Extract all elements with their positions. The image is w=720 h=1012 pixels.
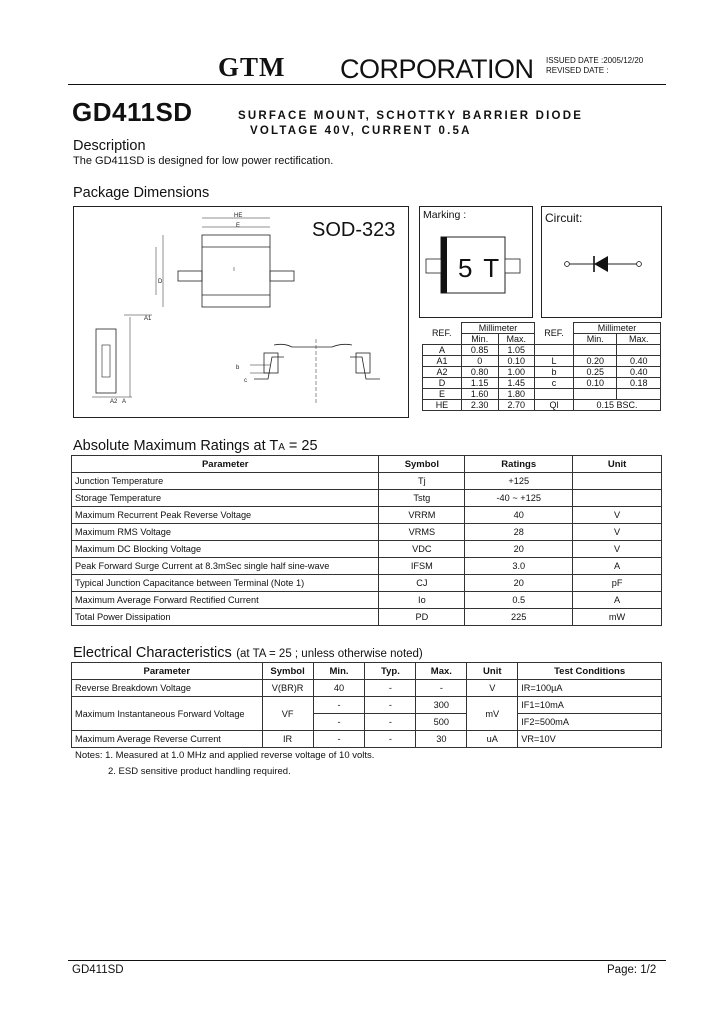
table-row [72, 558, 662, 575]
dim-max: 1.45 [498, 378, 535, 389]
issued-date-value: :2005/12/20 [600, 56, 644, 65]
part-number: GD411SD [72, 97, 193, 127]
col-ratings: Ratings [465, 456, 573, 473]
table-row [72, 524, 662, 541]
marking-label: Marking : [423, 209, 467, 221]
dim-label-e: E [236, 223, 241, 229]
rating-cell: 3.0 [465, 558, 573, 575]
dim-row [423, 367, 661, 378]
col-unit: Unit [573, 456, 662, 473]
dim-ref-2 [535, 389, 574, 400]
company-logo: GTM [218, 52, 286, 82]
dim-row [423, 356, 661, 367]
dim-row [423, 345, 661, 356]
dim-ref: A2 [423, 367, 462, 378]
unit-cell [573, 473, 662, 490]
param-cell: Typical Junction Capacitance between Terminal (Note 1) [72, 575, 379, 592]
param-cell: Maximum Instantaneous Forward Voltage [72, 697, 263, 731]
col-unit: Unit [467, 663, 518, 680]
dim-max: 1.80 [498, 389, 535, 400]
table-row [72, 697, 662, 714]
unit-cell: V [573, 507, 662, 524]
footer-part-number: GD411SD [72, 964, 124, 976]
description-text: The GD411SD is designed for low power rectification. [73, 155, 334, 167]
min-cell: - [313, 697, 365, 714]
symbol-cell: VRRM [379, 507, 465, 524]
abs-max-heading [73, 438, 318, 454]
footer-page-number: Page: 1/2 [607, 964, 657, 976]
dim-min: 0.80 [461, 367, 498, 378]
symbol-cell: PD [379, 609, 465, 626]
marking-text: 5 T [458, 253, 502, 283]
dim-label-b: b [236, 365, 240, 371]
unit-cell: uA [467, 731, 518, 748]
rating-cell: 225 [465, 609, 573, 626]
dim-max: 0.10 [498, 356, 535, 367]
subtitle-line-2: VOLTAGE 40V, CURRENT 0.5A [250, 125, 472, 137]
param-cell: Maximum RMS Voltage [72, 524, 379, 541]
min-cell: - [313, 731, 365, 748]
elec-heading-note: (at TA = 25 ; unless otherwise noted) [236, 648, 423, 660]
dim-max-2: 0.40 [617, 356, 661, 367]
rating-cell: 20 [465, 575, 573, 592]
col-max: Max. [416, 663, 467, 680]
table-row [72, 592, 662, 609]
rating-cell: 40 [465, 507, 573, 524]
dim-ref: E [423, 389, 462, 400]
table-row [72, 490, 662, 507]
package-heading: Package Dimensions [73, 185, 210, 201]
package-name: SOD-323 [312, 219, 396, 241]
unit-cell [573, 490, 662, 507]
dim-ref-header-2: REF. [544, 328, 564, 339]
table-row [72, 507, 662, 524]
param-cell: Maximum Average Reverse Current [72, 731, 263, 748]
dimension-table [422, 322, 661, 411]
col-parameter: Parameter [72, 663, 263, 680]
diode-symbol-icon [542, 207, 661, 317]
dim-ref-2 [535, 345, 574, 356]
rating-cell: 20 [465, 541, 573, 558]
condition-cell: VR=10V [518, 731, 662, 748]
unit-cell: A [573, 592, 662, 609]
dim-min-2: 0.20 [574, 356, 617, 367]
col-test-conditions: Test Conditions [518, 663, 662, 680]
typ-cell: - [365, 680, 416, 697]
symbol-cell: V(BR)R [262, 680, 313, 697]
issued-date-label: ISSUED DATE [546, 56, 599, 65]
dim-ref: D [423, 378, 462, 389]
dim-ref: A1 [423, 356, 462, 367]
dim-min-2: 0.25 [574, 367, 617, 378]
dim-max: 1.05 [498, 345, 535, 356]
unit-cell: mW [573, 609, 662, 626]
dim-ref: A [423, 345, 462, 356]
col-parameter: Parameter [72, 456, 379, 473]
dim-row [423, 378, 661, 389]
dim-min-2: 0.10 [574, 378, 617, 389]
subtitle [238, 109, 583, 139]
symbol-cell: CJ [379, 575, 465, 592]
dim-min-header: Min. [461, 334, 498, 345]
param-cell: Junction Temperature [72, 473, 379, 490]
unit-cell: A [573, 558, 662, 575]
dim-label-a2: A2 [110, 399, 118, 405]
dim-ref: HE [423, 400, 462, 411]
dim-max-2 [617, 345, 661, 356]
table-row [72, 609, 662, 626]
max-cell: - [416, 680, 467, 697]
dim-ref-2: c [535, 378, 574, 389]
col-typ: Typ. [365, 663, 416, 680]
col-symbol: Symbol [379, 456, 465, 473]
abs-max-heading-suffix: = 25 [284, 438, 318, 454]
dim-max-2: 0.18 [617, 378, 661, 389]
dim-min-2: 0.15 BSC. [574, 400, 661, 411]
param-cell: Reverse Breakdown Voltage [72, 680, 263, 697]
typ-cell: - [365, 731, 416, 748]
param-cell: Total Power Dissipation [72, 609, 379, 626]
rating-cell: -40 ~ +125 [465, 490, 573, 507]
corporation-title: CORPORATION [340, 54, 534, 84]
condition-cell: IR=100µA [518, 680, 662, 697]
table-row [72, 731, 662, 748]
dim-max-header-2: Max. [617, 334, 661, 345]
dim-max: 2.70 [498, 400, 535, 411]
rating-cell: 28 [465, 524, 573, 541]
symbol-cell: Io [379, 592, 465, 609]
dim-label-d: D [158, 279, 163, 285]
col-symbol: Symbol [262, 663, 313, 680]
table-row [72, 575, 662, 592]
symbol-cell: IR [262, 731, 313, 748]
dim-unit-header-2: Millimeter [574, 323, 661, 334]
elec-table [71, 662, 662, 748]
typ-cell: - [365, 714, 416, 731]
dim-max-2 [617, 389, 661, 400]
table-row [72, 473, 662, 490]
dim-min: 1.60 [461, 389, 498, 400]
symbol-cell: VDC [379, 541, 465, 558]
circuit-box [541, 206, 662, 318]
elec-heading-title: Electrical Characteristics [73, 645, 232, 661]
subtitle-line-1: SURFACE MOUNT, SCHOTTKY BARRIER DIODE [238, 110, 584, 122]
max-cell: 300 [416, 697, 467, 714]
table-row [72, 680, 662, 697]
symbol-cell: Tstg [379, 490, 465, 507]
abs-max-heading-sub: A [278, 442, 285, 453]
unit-cell: mV [467, 697, 518, 731]
dim-label-he: HE [234, 213, 243, 219]
dim-max-2: 0.40 [617, 367, 661, 378]
param-cell: Storage Temperature [72, 490, 379, 507]
dim-min: 2.30 [461, 400, 498, 411]
param-cell: Peak Forward Surge Current at 8.3mSec single half sine-wave [72, 558, 379, 575]
max-cell: 30 [416, 731, 467, 748]
unit-cell: V [467, 680, 518, 697]
condition-cell: IF1=10mA [518, 697, 662, 714]
revised-date-label: REVISED DATE : [546, 65, 609, 75]
min-cell: - [313, 714, 365, 731]
dim-min-2 [574, 389, 617, 400]
dim-ref-2: Ql [535, 400, 574, 411]
table-row [72, 541, 662, 558]
dim-label-a: A [122, 399, 127, 405]
dim-min: 0 [461, 356, 498, 367]
param-cell: Maximum DC Blocking Voltage [72, 541, 379, 558]
dim-ref-2: b [535, 367, 574, 378]
dim-min-header-2: Min. [574, 334, 617, 345]
dim-min: 0.85 [461, 345, 498, 356]
condition-cell: IF2=500mA [518, 714, 662, 731]
unit-cell: pF [573, 575, 662, 592]
dim-row [423, 389, 661, 400]
unit-cell: V [573, 541, 662, 558]
rating-cell: +125 [465, 473, 573, 490]
issue-dates [546, 56, 643, 75]
elec-heading [73, 644, 423, 662]
header-divider [68, 84, 666, 85]
unit-cell: V [573, 524, 662, 541]
circuit-label: Circuit: [545, 211, 583, 225]
symbol-cell: VF [262, 697, 313, 731]
param-cell: Maximum Average Forward Rectified Current [72, 592, 379, 609]
dim-min: 1.15 [461, 378, 498, 389]
footer-divider [68, 960, 666, 961]
col-min: Min. [313, 663, 365, 680]
rating-cell: 0.5 [465, 592, 573, 609]
marking-box [419, 206, 533, 318]
dim-max: 1.00 [498, 367, 535, 378]
dim-ref-header: REF. [431, 328, 452, 339]
dim-label-a1: A1 [144, 316, 152, 322]
symbol-cell: VRMS [379, 524, 465, 541]
min-cell: 40 [313, 680, 365, 697]
package-outline-drawing [74, 207, 408, 417]
symbol-cell: IFSM [379, 558, 465, 575]
dim-min-2 [574, 345, 617, 356]
dim-unit-header: Millimeter [461, 323, 534, 334]
abs-max-heading-prefix: Absolute Maximum Ratings at T [73, 438, 279, 454]
dim-ref-2: L [535, 356, 574, 367]
abs-max-table [71, 455, 662, 626]
dim-row [423, 400, 661, 411]
dim-label-c: c [244, 378, 247, 384]
note-1: Notes: 1. Measured at 1.0 MHz and applied reverse voltage of 10 volts. [75, 750, 375, 761]
dim-max-header: Max. [498, 334, 535, 345]
symbol-cell: Tj [379, 473, 465, 490]
description-heading: Description [73, 138, 146, 154]
param-cell: Maximum Recurrent Peak Reverse Voltage [72, 507, 379, 524]
max-cell: 500 [416, 714, 467, 731]
package-drawing-box [73, 206, 409, 418]
note-2: 2. ESD sensitive product handling required. [108, 766, 291, 777]
typ-cell: - [365, 697, 416, 714]
